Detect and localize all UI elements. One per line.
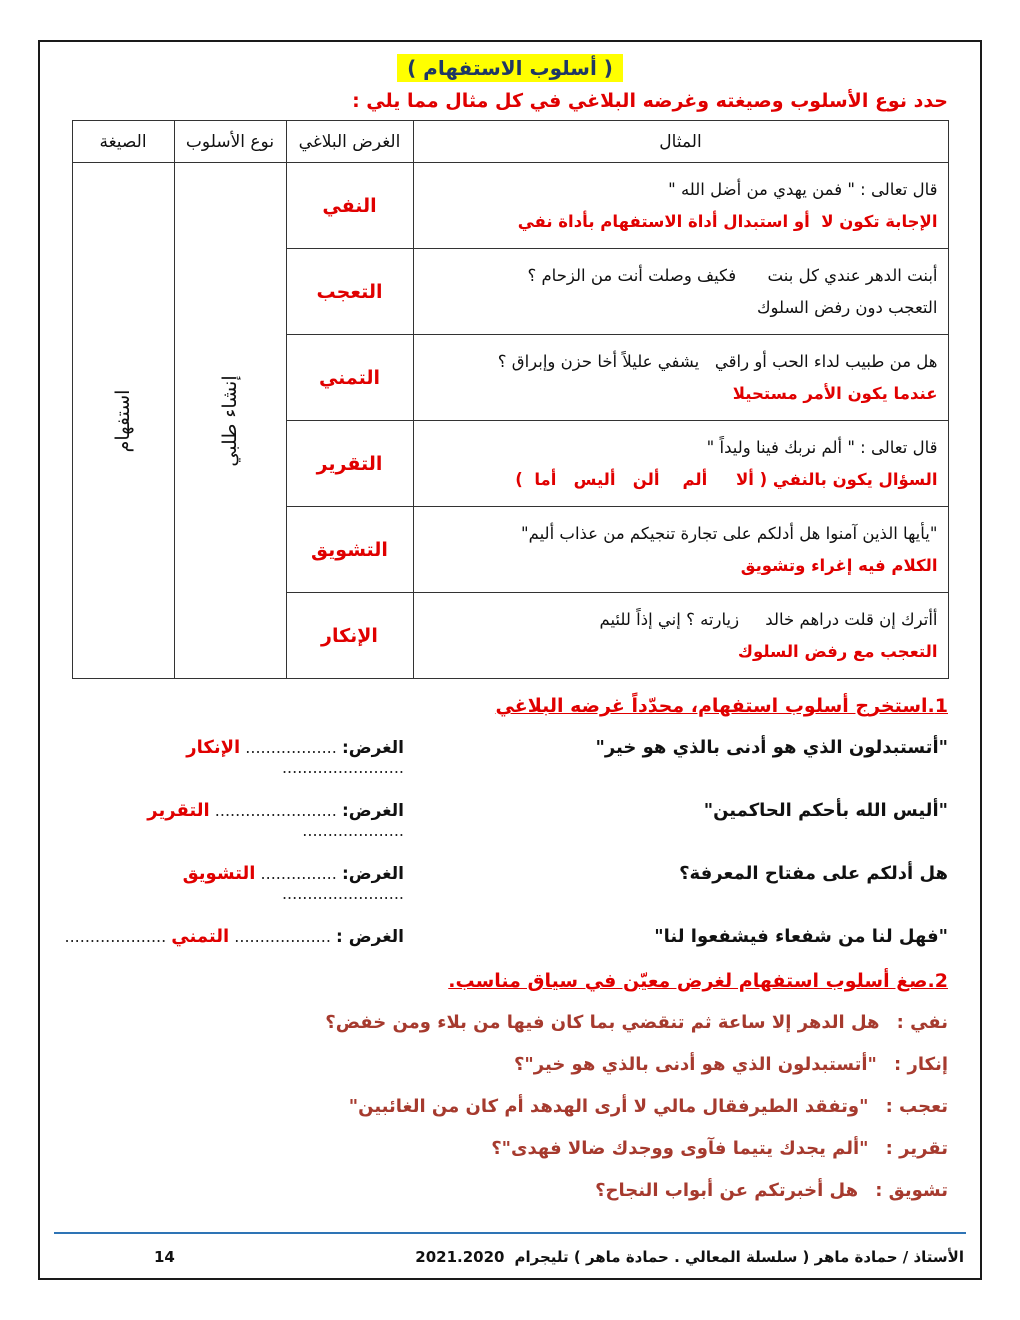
style-label: تقرير : [885,1138,948,1159]
exercise2-item [54,1012,948,1033]
purpose-cell: التقرير [286,421,413,507]
example-note: الكلام فيه إغراء وتشويق [740,555,938,575]
style-type-value: إنشاء طلبي [219,374,241,467]
dotted-blank: ............... [260,864,337,883]
table-row [72,163,948,249]
styled-question: "ألم يجدك يتيما فآوى ووجدك ضالا فهدى"؟ [491,1138,869,1159]
purpose-cell: التعجب [286,249,413,335]
answer-area [64,863,404,903]
footer-divider [54,1232,966,1234]
answer-area [64,737,404,777]
example-note: التعجب مع رفض السلوك [737,641,938,661]
dotted-blank: ........................ [281,884,404,903]
exercise2-section [54,970,948,1201]
dotted-blank: .................... [64,927,167,946]
dotted-blank: ................... [234,927,331,946]
question-text: "أتستبدلون الذي هو أدنى بالذي هو خير" [595,737,948,758]
style-type-cell [174,163,286,679]
exercise1-item [54,737,948,777]
example-note: الإجابة تكون لا أو استبدال أداة الاستفهام بأداة نفي [517,211,938,231]
styled-question: هل الدهر إلا ساعة ثم تنقضي بما كان فيها من بلاء ومن خفض؟ [325,1012,880,1033]
style-label: نفي : [896,1012,948,1033]
exercise1-item [54,800,948,840]
style-label: تعجب : [885,1096,948,1117]
dotted-blank: ........................ [214,801,337,820]
column-header-form: الصيغة [72,121,174,163]
example-text: هل من طبيب لداء الحب أو راقي يشفي عليلاً أخا حزن وإبراق ؟ [497,352,938,372]
answer-area [64,926,404,947]
purpose-answer: التقرير [147,800,210,821]
exercise2-item [54,1138,948,1159]
example-note: التعجب دون رفض السلوك [756,297,938,317]
column-header-example: المثال [413,121,948,163]
question-text: "فهل لنا من شفعاء فيشفعوا لنا" [654,926,948,947]
instruction-heading: حدد نوع الأسلوب وصيغته وغرضه البلاغي في كل مثال مما يلي : [352,90,948,112]
example-text: قال تعالى : " ألم نربك فينا وليداً " [706,438,938,458]
form-value: استفهام [112,389,134,452]
example-text: "يأيها الذين آمنوا هل أدلكم على تجارة تنجيكم من عذاب أليم" [521,524,938,544]
table-header-row [72,121,948,163]
purpose-answer: الإنكار [186,737,241,758]
question-text: "أليس الله بأحكم الحاكمين" [703,800,948,821]
form-cell [72,163,174,679]
style-label: تشويق : [875,1180,948,1201]
exercise2-item [54,1096,948,1117]
styled-question: "وتفقد الطيرفقال مالي لا أرى الهدهد أم كان من الغائبين" [348,1096,869,1117]
dotted-blank: .................... [302,821,404,840]
footer-year: 2021.2020 [415,1248,505,1266]
purpose-cell: التشويق [286,507,413,593]
exercise1-item [54,926,948,947]
footer [54,1248,964,1266]
footer-teacher-info: الأستاذ / حمادة ماهر ( سلسلة المعالي . حمادة ماهر ) تليجرام [514,1248,964,1266]
question-text: هل أدلكم على مفتاح المعرفة؟ [679,863,948,884]
exercise2-item [54,1180,948,1201]
interrogative-styles-table [72,120,949,679]
example-text: أبنت الدهر عندي كل بنت فكيف وصلت أنت من الزحام ؟ [527,266,938,286]
example-text: قال تعالى : " فمن يهدي من أضل الله " [668,180,938,200]
purpose-label: الغرض: [341,801,404,821]
purpose-label: الغرض: [341,864,404,884]
styled-question: هل أخبرتكم عن أبواب النجاح؟ [595,1180,859,1201]
page-border-frame [38,40,982,1280]
answer-area [64,800,404,840]
styled-question: "أتستبدلون الذي هو أدنى بالذي هو خير"؟ [513,1054,877,1075]
dotted-blank: ........................ [281,758,404,777]
page-title: ( أسلوب الاستفهام ) [397,54,623,82]
exercise1-heading: 1.استخرج أسلوب استفهام، محدّداً غرضه البلاغي [495,695,948,717]
purpose-label: الغرض: [341,738,404,758]
title-row [54,54,966,82]
column-header-purpose: الغرض البلاغي [286,121,413,163]
purpose-label: الغرض : [336,927,404,947]
purpose-cell: التمني [286,335,413,421]
dotted-blank: .................. [245,738,337,757]
page-number: 14 [154,1248,175,1266]
exercise1-section [54,695,948,947]
example-note: عندما يكون الأمر مستحيلا [732,383,938,403]
style-label: إنكار : [894,1054,948,1075]
purpose-answer: التشويق [182,863,256,884]
example-note: السؤال يكون بالنفي ( ألا ألم ألن أليس أما ) [515,469,938,489]
purpose-cell: النفي [286,163,413,249]
exercise2-heading: 2.صغ أسلوب استفهام لغرض معيّن في سياق مناسب. [448,970,948,992]
purpose-cell: الإنكار [286,593,413,679]
purpose-answer: التمني [171,926,230,947]
exercise1-item [54,863,948,903]
exercise2-item [54,1054,948,1075]
column-header-type: نوع الأسلوب [174,121,286,163]
example-text: أأترك إن قلت دراهم خالد زيارته ؟ إني إذاً للئيم [599,610,938,630]
